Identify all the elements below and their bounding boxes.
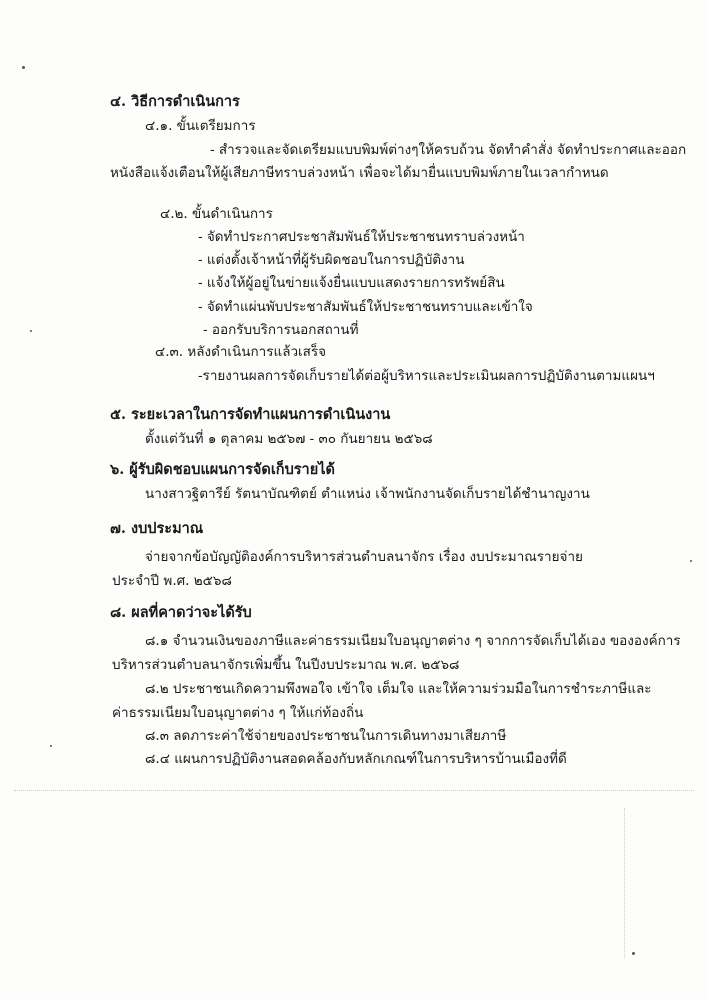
scan-speck	[690, 560, 692, 562]
scan-speck	[632, 952, 635, 955]
section-4-2-item: - แจ้งให้ผู้อยู่ในข่ายแจ้งยื่นแบบแสดงรายการทรัพย์สิน	[198, 275, 505, 291]
section-4-3-text: -รายงานผลการจัดเก็บรายได้ต่อผู้บริหารและประเมินผลการปฏิบัติงานตามแผนฯ	[198, 368, 655, 384]
section-8-item-1-line-2: บริหารส่วนตำบลนาจักรเพิ่มขึ้น ในปีงบประมาณ พ.ศ. ๒๕๖๘	[112, 657, 460, 673]
section-4-1-title: ๔.๑. ขั้นเตรียมการ	[145, 118, 256, 134]
section-5-heading: ๕. ระยะเวลาในการจัดทำแผนการดำเนินงาน	[110, 406, 391, 423]
section-4-2-item: - จัดทำแผ่นพับประชาสัมพันธ์ให้ประชาชนทราบและเข้าใจ	[198, 299, 533, 315]
section-8-item-4: ๘.๔ แผนการปฏิบัติงานสอดคล้องกับหลักเกณฑ์ในการบริหารบ้านเมืองที่ดี	[145, 751, 567, 767]
scan-dotted-mark	[624, 808, 625, 958]
section-8-item-3: ๘.๓ ลดภาระค่าใช้จ่ายของประชาชนในการเดินทางมาเสียภาษี	[145, 728, 507, 744]
section-8-item-2-line-1: ๘.๒ ประชาชนเกิดความพึงพอใจ เข้าใจ เต็มใจ และให้ความร่วมมือในการชำระภาษีและ	[145, 681, 652, 697]
section-4-1-text-2: หนังสือแจ้งเตือนให้ผู้เสียภาษีทราบล่วงหน้า เพื่อจะได้มายื่นแบบพิมพ์ภายในเวลากำหนด	[110, 165, 609, 181]
scan-speck	[30, 330, 32, 332]
section-8-item-1-line-1: ๘.๑ จำนวนเงินของภาษีและค่าธรรมเนียมใบอนุญาตต่าง ๆ จากการจัดเก็บได้เอง ขององค์การ	[145, 633, 681, 649]
section-5-text: ตั้งแต่วันที่ ๑ ตุลาคม ๒๕๖๗ - ๓๐ กันยายน ๒๕๖๘	[145, 431, 433, 447]
section-8-item-2-line-2: ค่าธรรมเนียมใบอนุญาตต่าง ๆ ให้แก่ท้องถิ่น	[112, 705, 364, 721]
section-7-text-2: ประจำปี พ.ศ. ๒๕๖๘	[112, 573, 232, 589]
section-4-2-title: ๔.๒. ขั้นดำเนินการ	[160, 206, 273, 222]
section-4-heading: ๔. วิธีการดำเนินการ	[110, 93, 240, 110]
section-4-2-item: - ออกรับบริการนอกสถานที่	[203, 322, 359, 338]
section-4-2-item: - จัดทำประกาศประชาสัมพันธ์ให้ประชาชนทราบล่วงหน้า	[198, 229, 525, 245]
scan-speck	[22, 66, 25, 69]
section-4-1-text-1: - สำรวจและจัดเตรียมแบบพิมพ์ต่างๆให้ครบถ้วน จัดทำคำสั่ง จัดทำประกาศและออก	[210, 142, 687, 158]
scan-speck	[50, 745, 52, 747]
section-4-2-item: - แต่งตั้งเจ้าหน้าที่ผู้รับผิดชอบในการปฏิบัติงาน	[198, 252, 465, 268]
section-7-heading: ๗. งบประมาณ	[110, 520, 204, 537]
section-8-heading: ๘. ผลที่คาดว่าจะได้รับ	[110, 604, 252, 621]
section-4-3-title: ๔.๓. หลังดำเนินการแล้วเสร็จ	[155, 344, 327, 360]
section-6-text: นางสาวฐิตารีย์ รัตนาบัณฑิตย์ ตำแหน่ง เจ้าพนักงานจัดเก็บรายได้ชำนาญงาน	[145, 486, 590, 502]
section-7-text-1: จ่ายจากข้อบัญญัติองค์การบริหารส่วนตำบลนาจักร เรื่อง งบประมาณรายจ่าย	[145, 549, 583, 565]
section-6-heading: ๖. ผู้รับผิดชอบแผนการจัดเก็บรายได้	[110, 461, 335, 478]
scan-dotted-line	[14, 790, 694, 791]
